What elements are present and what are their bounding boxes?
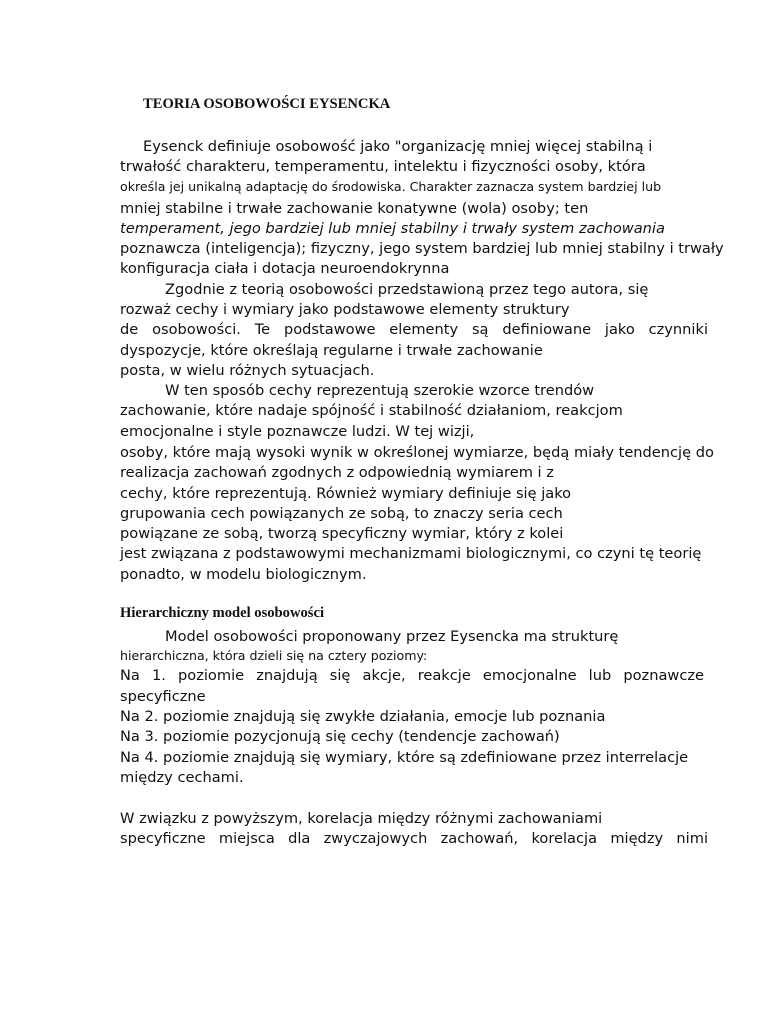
paragraph-line: cechy, które reprezentują. Również wymiary definiuje się jako <box>120 485 572 502</box>
paragraph-line: Model osobowości proponowany przez Eysencka ma strukturę <box>165 628 619 645</box>
paragraph-line: Zgodnie z teorią osobowości przedstawioną przez tego autora, się <box>165 281 649 298</box>
list-item: Na 4. poziomie znajdują się wymiary, które są zdefiniowane przez interrelacje <box>120 749 689 766</box>
section-heading: Hierarchiczny model osobowości <box>120 605 325 621</box>
paragraph-line: temperament, jego bardziej lub mniej stabilny i trwały system zachowania <box>120 220 665 237</box>
paragraph-line: posta, w wielu różnych sytuacjach. <box>120 362 375 379</box>
paragraph-line: jest związana z podstawowymi mechanizmami biologicznymi, co czyni tę teorię <box>120 545 702 562</box>
paragraph-line: trwałość charakteru, temperamentu, intelektu i fizyczności osoby, która <box>120 158 646 175</box>
paragraph-line: mniej stabilne i trwałe zachowanie konatywne (wola) osoby; ten <box>120 200 589 217</box>
paragraph-line: rozważ cechy i wymiary jako podstawowe elementy struktury <box>120 301 570 318</box>
paragraph-line: de osobowości. Te podstawowe elementy są definiowane jako czynniki <box>120 321 708 338</box>
list-item-continuation: między cechami. <box>120 769 244 786</box>
paragraph-line: Eysenck definiuje osobowość jako "organizację mniej więcej stabilną i <box>143 138 653 155</box>
paragraph-line: osoby, które mają wysoki wynik w określonej wymiarze, będą miały tendencję do <box>120 444 714 461</box>
list-item: Na 2. poziomie znajdują się zwykłe działania, emocje lub poznania <box>120 708 606 725</box>
document-title: TEORIA OSOBOWOŚCI EYSENCKA <box>143 96 391 112</box>
paragraph-line: emocjonalne i style poznawcze ludzi. W tej wizji, <box>120 423 475 440</box>
list-item: Na 3. poziomie pozycjonują się cechy (tendencje zachowań) <box>120 728 560 745</box>
paragraph-line: dyspozycje, które określają regularne i trwałe zachowanie <box>120 342 543 359</box>
paragraph-line: hierarchiczna, która dzieli się na cztery poziomy: <box>120 648 428 663</box>
paragraph-line: W związku z powyższym, korelacja między różnymi zachowaniami <box>120 810 603 827</box>
list-item: Na 1. poziomie znajdują się akcje, reakcje emocjonalne lub poznawcze <box>120 667 704 684</box>
paragraph-line: W ten sposób cechy reprezentują szerokie wzorce trendów <box>165 382 595 399</box>
paragraph-line: określa jej unikalną adaptację do środowiska. Charakter zaznacza system bardziej lub <box>120 179 662 194</box>
paragraph-line: realizacja zachowań zgodnych z odpowiednią wymiarem i z <box>120 464 554 481</box>
paragraph-line: zachowanie, które nadaje spójność i stabilność działaniom, reakcjom <box>120 402 623 419</box>
list-item-continuation: specyficzne <box>120 688 206 705</box>
paragraph-line: konfiguracja ciała i dotacja neuroendokrynna <box>120 260 450 277</box>
paragraph-line: grupowania cech powiązanych ze sobą, to znaczy seria cech <box>120 505 563 522</box>
paragraph-line: poznawcza (inteligencja); fizyczny, jego system bardziej lub mniej stabilny i trwały <box>120 240 724 257</box>
paragraph-line: specyficzne miejsca dla zwyczajowych zachowań, korelacja między nimi <box>120 830 708 847</box>
paragraph-line: ponadto, w modelu biologicznym. <box>120 566 367 583</box>
paragraph-line: powiązane ze sobą, tworzą specyficzny wymiar, który z kolei <box>120 525 564 542</box>
